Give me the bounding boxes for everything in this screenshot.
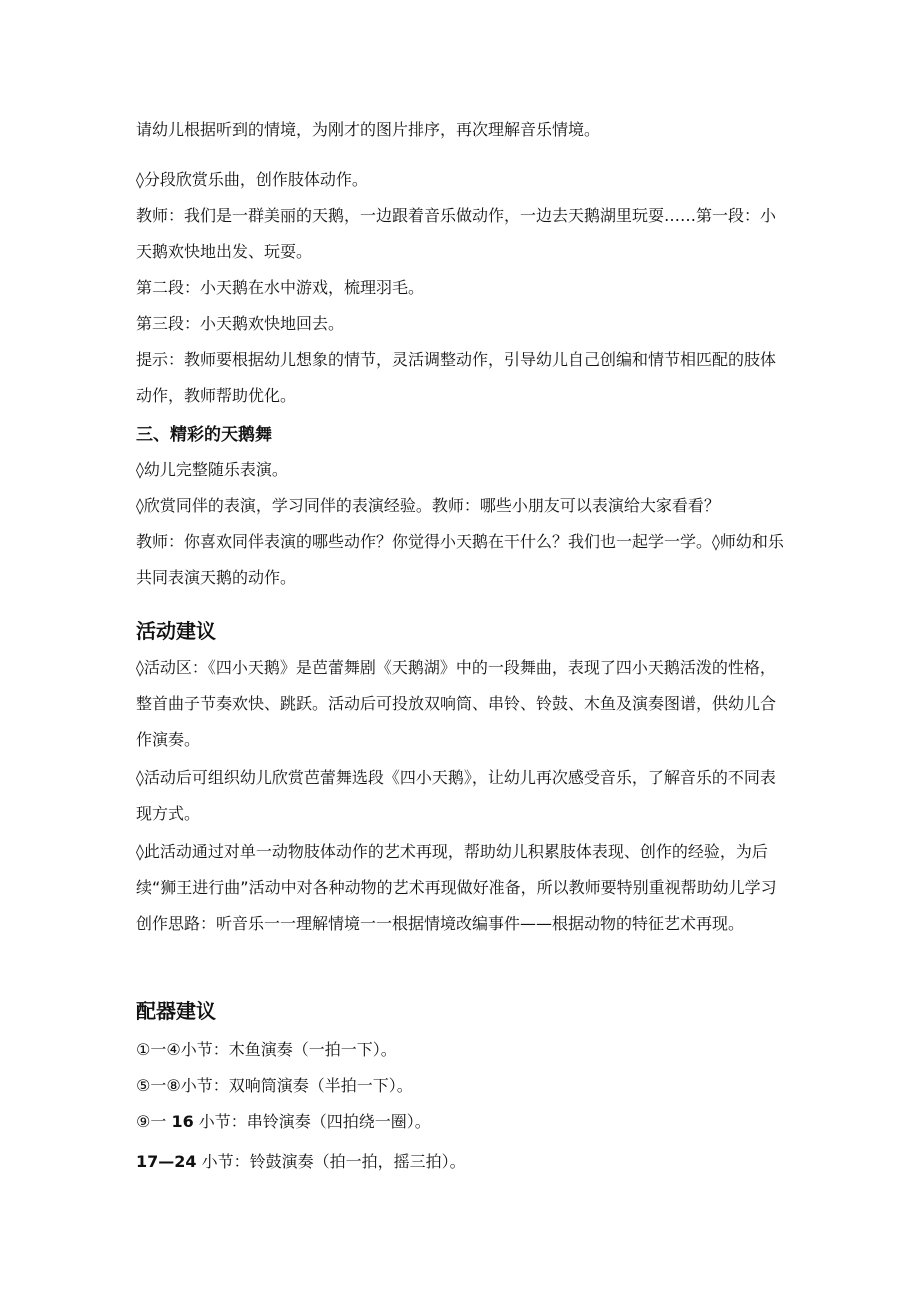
- instrument-line-tambourine-number: 17—24: [136, 1152, 197, 1171]
- instrument-line-bell-ring-prefix: ⑨一: [136, 1112, 172, 1131]
- section-heading-activity-suggestions: 活动建议: [136, 619, 216, 643]
- paragraph-teacher-intro: 教师：我们是一群美丽的天鹅，一边跟着音乐做动作，一边去天鹅湖里玩耍……第一段：小天鹅欢快地出发、玩耍。: [136, 206, 777, 261]
- instrument-line-double-tone-tube: ⑤一⑧小节：双响筒演奏（半拍一下）。: [136, 1076, 413, 1095]
- paragraph-teacher-question: 教师：你喜欢同伴表演的哪些动作？你觉得小天鹅在干什么？我们也一起学一学。◊师幼和乐共同表演天鹅的动作。: [136, 532, 784, 587]
- paragraph-tip: 提示：教师要根据幼儿想象的情节，灵活调整动作，引导幼儿自己创编和情节相匹配的肢体动作，教师帮助优化。: [136, 350, 777, 405]
- paragraph-full-performance: ◊幼儿完整随乐表演。: [136, 460, 288, 479]
- instrument-line-woodblock: ①一④小节：木鱼演奏（一拍一下）。: [136, 1040, 397, 1059]
- paragraph-segment-two: 第二段：小天鹅在水中游戏，梳理羽毛。: [136, 278, 425, 297]
- instrument-line-bell-ring-number: 16: [171, 1112, 194, 1131]
- section-heading-swan-dance: 三、精彩的天鹅舞: [136, 425, 272, 445]
- paragraph-segmented-listening: ◊分段欣赏乐曲，创作肢体动作。: [136, 170, 368, 189]
- paragraph-segment-three: 第三段：小天鹅欢快地回去。: [136, 314, 345, 333]
- instrument-line-tambourine: [136, 1144, 786, 1180]
- instrument-line-bell-ring: [136, 1104, 786, 1140]
- paragraph-peer-appreciation: ◊欣赏同伴的表演，学习同伴的表演经验。教师：哪些小朋友可以表演给大家看看？: [136, 496, 720, 515]
- instrument-line-bell-ring-suffix: 小节：串铃演奏（四拍绕一圈）。: [193, 1112, 431, 1131]
- section-heading-instrument-suggestions: 配器建议: [136, 999, 216, 1023]
- paragraph-picture-sorting: 请幼儿根据听到的情境，为刚才的图片排序，再次理解音乐情境。: [136, 120, 601, 139]
- paragraph-creative-thinking: ◊此活动通过对单一动物肢体动作的艺术再现，帮助幼儿积累肢体表现、创作的经验，为后续“狮王进行曲”活动中对各种动物的艺术再现做好准备，所以教师要特别重视帮助幼儿学习创作思路：听音乐一一理解情境一一根据情境改编事件——根据动物的特征艺术再现。: [136, 842, 777, 933]
- paragraph-activity-area: ◊活动区：《四小天鹅》是芭蕾舞剧《天鹅湖》中的一段舞曲，表现了四小天鹅活泼的性格，整首曲子节奏欢快、跳跃。活动后可投放双响筒、串铃、铃鼓、木鱼及演奏图谱，供幼儿合作演奏。: [136, 658, 777, 749]
- paragraph-ballet-appreciation: ◊活动后可组织幼儿欣赏芭蕾舞选段《四小天鹅》，让幼儿再次感受音乐，了解音乐的不同表现方式。: [136, 768, 776, 823]
- instrument-line-tambourine-suffix: 小节：铃鼓演奏（拍一拍，摇三拍）。: [196, 1152, 466, 1171]
